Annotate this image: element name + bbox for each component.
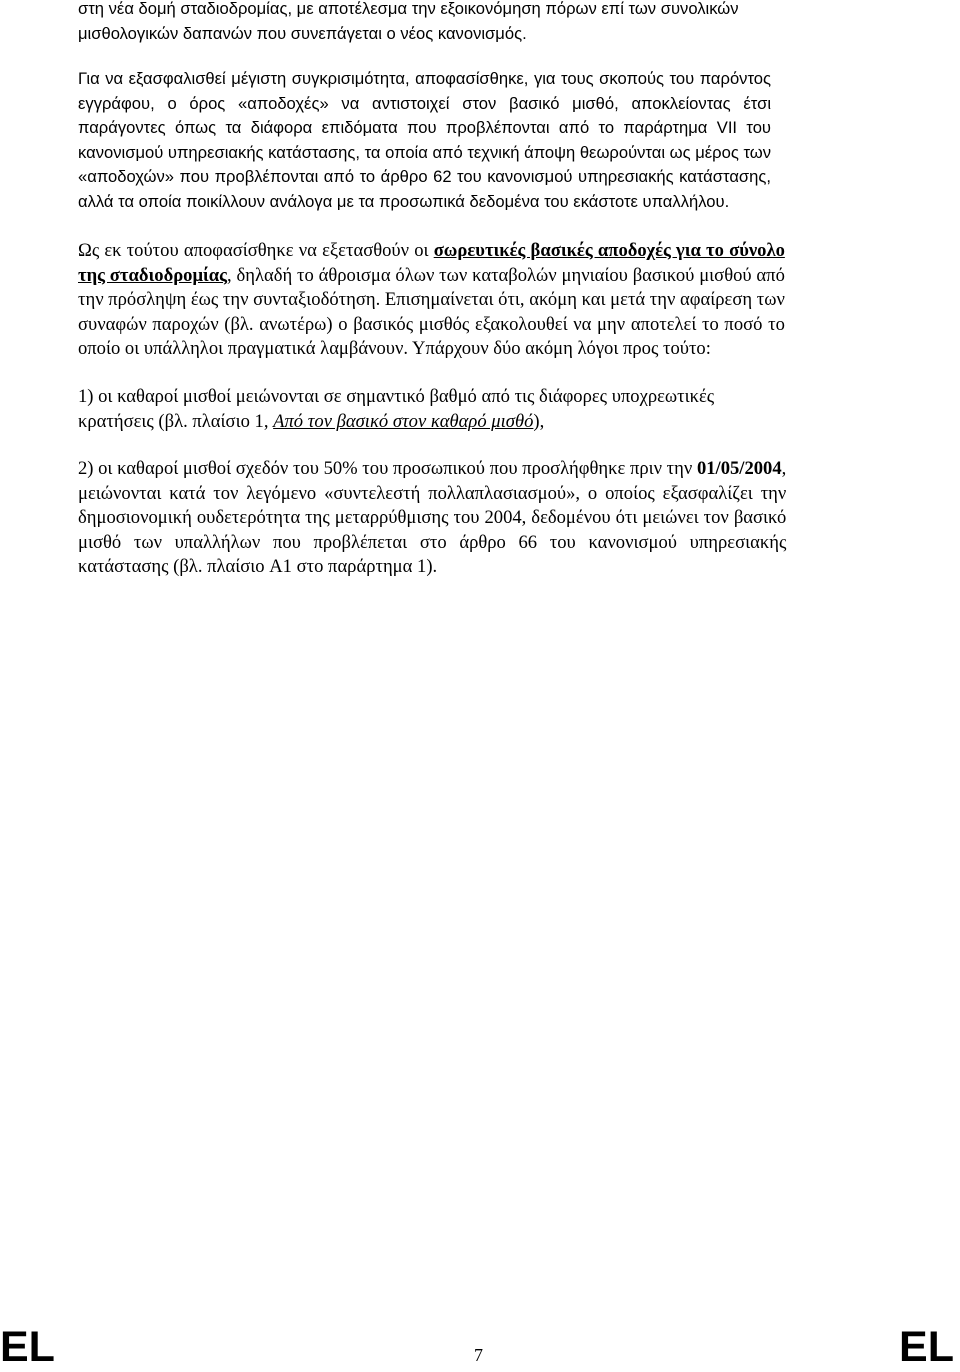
text-line: μειώνονται κατά τον λεγόμενο «συντελεστή πολλαπλασιασμού», ο οποίος εξασφαλίζει την: [78, 482, 787, 504]
footer-language-tag-right: EL: [899, 1323, 954, 1371]
text-line: συναφών παροχών (βλ. ανωτέρω) ο βασικός μισθός εξακολουθεί να μην αποτελεί το ποσό το: [78, 313, 785, 335]
text-line: οποίο οι υπάλληλοι πραγματικά λαμβάνουν. Υπάρχουν δύο ακόμη λόγοι προς τούτο:: [78, 338, 711, 359]
text-line: κανονισμού υπηρεσιακής κατάστασης, τα οποία από τεχνική άποψη θεωρούνται ως μέρος των: [78, 142, 772, 162]
text-run: κρατήσεις (βλ.: [78, 410, 193, 432]
text-run: ),: [533, 410, 545, 432]
footer-language-tag-left: EL: [0, 1323, 55, 1371]
text-line: εγγράφου, ο όρος «αποδοχές» να αντιστοιχεί στον βασικό μισθό, αποκλείοντας έτσι: [78, 93, 772, 113]
text-line: [78, 457, 786, 482]
text-line: στη νέα δομή σταδιοδρομίας, με αποτέλεσμα την εξοικονόμηση πόρων επί των συνολικών: [78, 0, 739, 18]
text-line: παράγοντες όπως τα διάφορα επιδόματα που προβλέπονται από το παράρτημα VII του: [78, 118, 772, 137]
comparability-paragraph: [78, 67, 771, 214]
date-emphasis: 01/05/2004: [696, 458, 782, 479]
emphasis-term: της σταδιοδρομίας: [78, 264, 227, 286]
page-number: 7: [474, 1345, 483, 1365]
emphasis-term: σωρευτικές βασικές αποδοχές για το σύνολο: [433, 240, 785, 261]
reason-two-paragraph: [78, 457, 786, 580]
text-line: αλλά τα οποία ποικίλλουν ανάλογα με τα προσωπικά δεδομένα του εκάστοτε υπαλλήλου.: [78, 191, 730, 211]
box-reference: πλαίσιο 1: [192, 410, 264, 432]
text-line: κατάστασης (βλ. πλαίσιο A1 στο παράρτημα 1).: [78, 556, 438, 577]
text-line: μισθολογικών δαπανών που συνεπάγεται ο νέος κανονισμός.: [78, 23, 527, 43]
text-line: δημοσιονομική ουδετερότητα της μεταρρύθμισης του 2004, δεδομένου ότι μειώνει τον βασικό: [78, 507, 787, 528]
text-line: 1) οι καθαροί μισθοί μειώνονται σε σημαντικό βαθμό από τις διάφορες υποχρεωτικές: [78, 386, 715, 407]
text-line: [78, 410, 714, 435]
text-line: Για να εξασφαλισθεί μέγιστη συγκρισιμότητα, αποφασίσθηκε, για τους σκοπούς του παρόντος: [78, 69, 772, 88]
text-run: ,: [781, 458, 787, 479]
reason-one-paragraph: [78, 385, 714, 434]
box-title-reference: Από τον βασικό στον καθαρό μισθό: [273, 410, 534, 432]
cumulative-pay-paragraph: [78, 239, 785, 362]
text-line: μισθό των υπαλλήλων που προβλέπεται στο άρθρο 66 του κανονισμού υπηρεσιακής: [78, 531, 787, 553]
text-run: Ως εκ τούτου αποφασίσθηκε να εξετασθούν οι: [78, 240, 434, 261]
text-run: , δηλαδή το άθροισμα όλων των καταβολών μηνιαίου βασικού μισθού από: [227, 264, 785, 286]
text-line: «αποδοχών» που προβλέπονται από το άρθρο 62 του κανονισμού υπηρεσιακής κατάστασης,: [78, 167, 772, 186]
text-line: την πρόσληψη έως την συνταξιοδότηση. Επισημαίνεται ότι, ακόμη και μετά την αφαίρεση των: [78, 289, 785, 310]
text-run: ,: [263, 410, 274, 432]
text-line: [78, 239, 785, 264]
text-line: [78, 264, 785, 289]
text-run: 2) οι καθαροί μισθοί σχεδόν του 50% του προσωπικού που προσλήφθηκε πριν την: [78, 458, 697, 479]
intro-paragraph: [78, 0, 739, 46]
